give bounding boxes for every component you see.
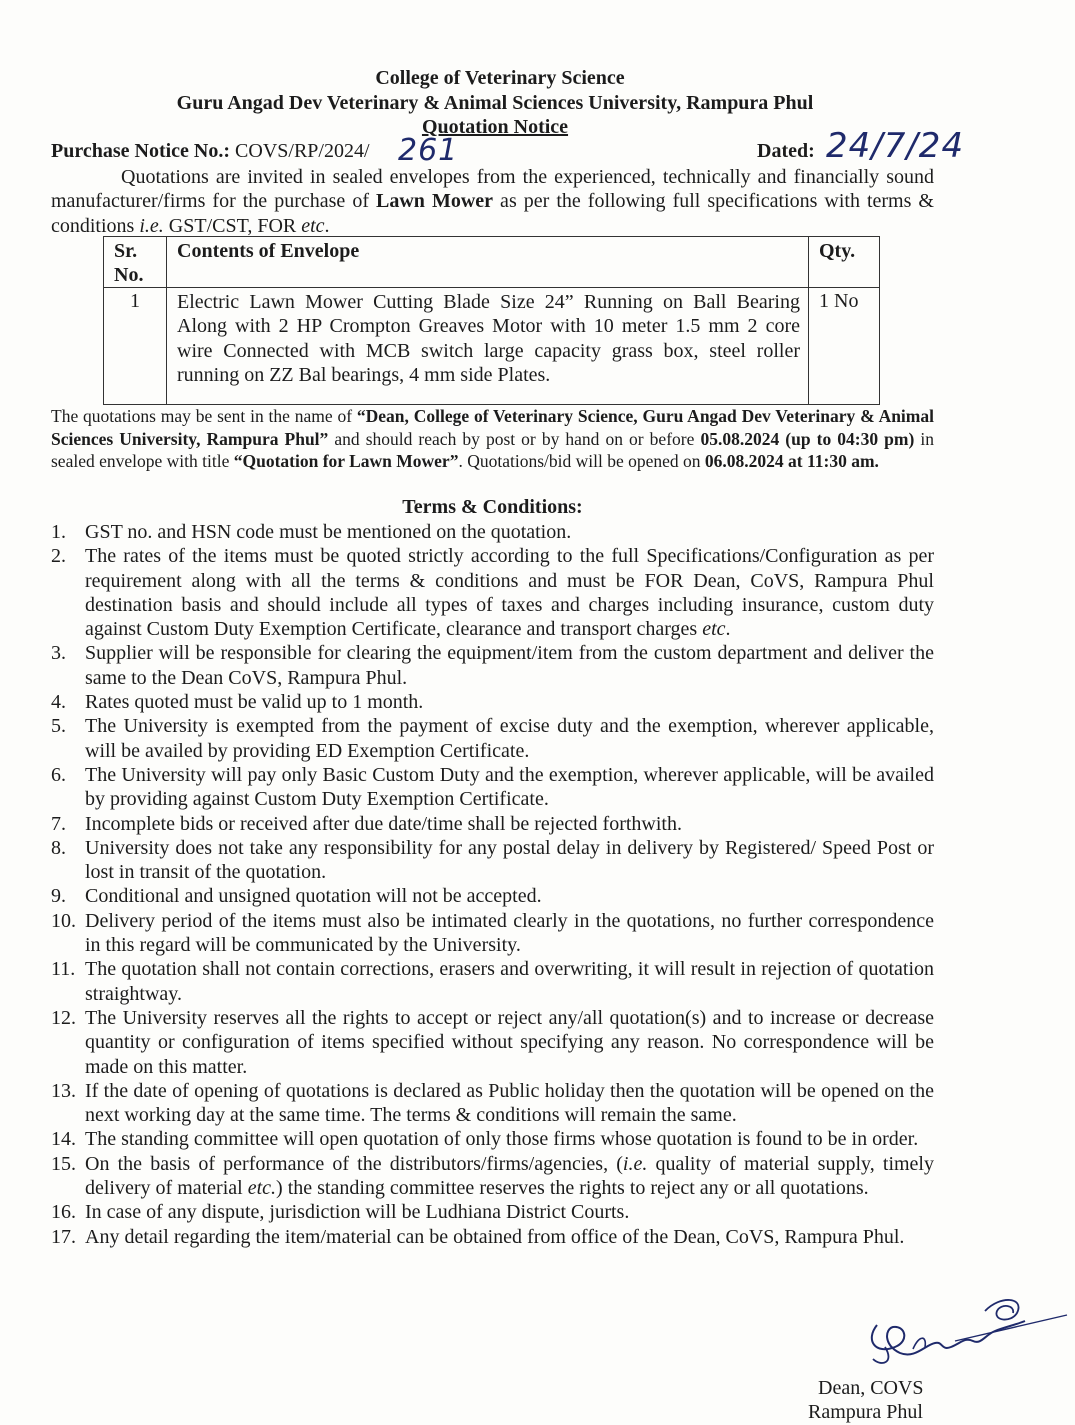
- term-number: 14.: [51, 1128, 76, 1151]
- term-text-body-2: quality of material supply, timely delivery of material: [85, 1152, 934, 1200]
- term-number: 3.: [51, 642, 66, 665]
- term-text: The University is exempted from the payment of excise duty and the exemption, wherever applicable, will be availed by providing ED Exemption Certificate.: [85, 715, 934, 762]
- intro-item-name: Lawn Mower: [376, 190, 494, 213]
- term-number: 2.: [51, 545, 66, 568]
- table-row: [104, 288, 880, 405]
- term-text: The quotation shall not contain corrections, erasers and overwriting, it will result in rejection of quotation straightway.: [85, 958, 934, 1005]
- list-item: [51, 520, 934, 544]
- signatory-title: Dean, COVS: [818, 1377, 924, 1399]
- term-text: University does not take any responsibility for any postal delay in delivery by Registered/ Speed Post or lost in transit of the quotation.: [85, 836, 934, 884]
- submission-text-2: and should reach by post or by hand on or before: [328, 428, 701, 449]
- term-number: 7.: [51, 812, 66, 835]
- term-text: Supplier will be responsible for clearing the equipment/item from the custom department and deliver the same to the Dean CoVS, Rampura Phul.: [85, 642, 934, 689]
- row-contents: Electric Lawn Mower Cutting Blade Size 24” Running on Ball Bearing Along with 2 HP Crompton Greaves Motor with 10 meter 1.5 mm 2 core wire Connected with MCB switch large capacity grass box, steel roller running on ZZ Bal bearings, 4 mm side Plates.: [167, 288, 809, 405]
- signatory-location: Rampura Phul: [808, 1401, 923, 1423]
- term-number: 8.: [51, 836, 66, 859]
- list-item: [51, 884, 934, 908]
- submission-paragraph: [51, 405, 934, 473]
- term-number: 13.: [51, 1079, 76, 1102]
- notice-title: Quotation Notice: [421, 116, 569, 138]
- header-sr-line2: No.: [114, 264, 144, 286]
- list-item: [51, 544, 934, 641]
- intro-paragraph: [51, 165, 934, 238]
- college-name: College of Veterinary Science: [375, 67, 625, 89]
- list-item: [51, 812, 934, 836]
- submission-text-3: in sealed envelope with title: [51, 428, 934, 472]
- term-text: Delivery period of the items must also be intimated clearly in the quotations, no further correspondence in this regard will be communicated by the University.: [85, 909, 934, 957]
- list-item: [51, 1152, 934, 1201]
- terms-list: [51, 520, 934, 1249]
- header-sr-no: [104, 237, 167, 288]
- list-item: [51, 957, 934, 1006]
- term-text: Any detail regarding the item/material can be obtained from office of the Dean, CoVS, Rampura Phul.: [85, 1225, 905, 1248]
- university-name: Guru Angad Dev Veterinary & Animal Sciences University, Rampura Phul: [176, 92, 814, 114]
- term-number: 10.: [51, 909, 76, 932]
- term-text: GST no. and HSN code must be mentioned on the quotation.: [85, 521, 572, 543]
- handwritten-signature: [855, 1285, 1070, 1375]
- list-item: [51, 763, 934, 812]
- term-text: Incomplete bids or received after due date/time shall be rejected forthwith.: [85, 812, 682, 835]
- list-item: [51, 1225, 934, 1249]
- term-text: Conditional and unsigned quotation will not be accepted.: [85, 885, 542, 908]
- term-number: 5.: [51, 715, 66, 738]
- term-number: 9.: [51, 885, 66, 908]
- term-text: Rates quoted must be valid up to 1 month.: [85, 691, 424, 714]
- row-sr: 1: [104, 288, 167, 405]
- term-number: 4.: [51, 691, 66, 714]
- header-contents: Contents of Envelope: [167, 237, 809, 288]
- purchase-notice-label: Purchase Notice No.:: [51, 140, 231, 162]
- header-sr-line1: Sr.: [114, 240, 138, 262]
- list-item: [51, 641, 934, 690]
- terms-heading: Terms & Conditions:: [402, 496, 583, 518]
- intro-etc: etc: [301, 214, 325, 237]
- table-header-row: [104, 237, 880, 288]
- intro-text-1: Quotations are invited in sealed envelopes from the experienced, technically and financially sound manufacturer/firms for the purchase of: [51, 166, 934, 213]
- submission-text-4: . Quotations/bid will be opened on: [458, 451, 705, 472]
- handwritten-notice-number: 261: [398, 133, 459, 168]
- submission-opening: 06.08.2024 at 11:30 am.: [704, 451, 879, 472]
- list-item: [51, 714, 934, 763]
- submission-envelope-title: “Quotation for Lawn Mower”: [233, 451, 459, 472]
- term-text: [85, 1152, 934, 1201]
- list-item: [51, 909, 934, 958]
- intro-text-4: .: [324, 214, 330, 237]
- term-text-body-3: ) the standing committee reserves the rights to reject any or all quotations.: [276, 1177, 869, 1200]
- term-text: If the date of opening of quotations is declared as Public holiday then the quotation will be opened on the next working day at the same time. The terms & conditions will remain the same.: [85, 1079, 934, 1127]
- submission-text-1: The quotations may be sent in the name of: [51, 406, 357, 426]
- specification-table: [103, 236, 880, 405]
- term-text-tail: .: [725, 618, 731, 641]
- term-number: 1.: [51, 521, 66, 543]
- term-text: [85, 544, 934, 641]
- term-text: The University reserves all the rights to accept or reject any/all quotation(s) and to increase or decrease quantity or configuration of items specified without specifying any reason. No correspondence will be made on this matter.: [85, 1006, 934, 1078]
- handwritten-date: 24/7/24: [826, 126, 965, 166]
- term-text-body: The rates of the items must be quoted strictly according to the full Specifications/Configuration as per requirement along with all the terms & conditions and must be FOR Dean, CoVS, Rampura Phul destination basis and should include all types of taxes and charges including insurance, custom duty against Custom Duty Exemption Certificate, clearance and transport charges: [85, 545, 934, 641]
- term-text: The University will pay only Basic Custom Duty and the exemption, wherever applicable, will be availed by providing against Custom Duty Exemption Certificate.: [85, 763, 934, 811]
- term-number: 16.: [51, 1201, 76, 1224]
- term-text-italic: etc: [702, 618, 726, 641]
- term-text-italic-2: etc.: [247, 1177, 277, 1200]
- intro-text-3: GST/CST, FOR: [163, 214, 302, 237]
- list-item: [51, 1127, 934, 1151]
- term-number: 6.: [51, 763, 66, 786]
- submission-deadline: 05.08.2024 (up to 04:30 pm): [700, 428, 915, 449]
- list-item: [51, 690, 934, 714]
- term-text-italic: i.e.: [622, 1152, 648, 1175]
- term-text: The standing committee will open quotation of only those firms whose quotation is found to be in order.: [85, 1128, 919, 1151]
- term-number: 11.: [51, 958, 76, 981]
- list-item: [51, 836, 934, 885]
- term-number: 12.: [51, 1006, 76, 1029]
- term-text: In case of any dispute, jurisdiction will be Ludhiana District Courts.: [85, 1201, 630, 1224]
- list-item: [51, 1079, 934, 1128]
- purchase-notice-prefix: COVS/RP/2024/: [235, 140, 370, 162]
- purchase-notice-number: [51, 140, 370, 163]
- dated-label: Dated:: [757, 140, 815, 162]
- term-text-body: On the basis of performance of the distributors/firms/agencies, (: [85, 1152, 623, 1175]
- row-qty: 1 No: [809, 288, 880, 405]
- term-number: 15.: [51, 1152, 76, 1175]
- intro-ie: i.e.: [139, 214, 164, 237]
- term-number: 17.: [51, 1225, 76, 1248]
- intro-text-2: as per the following full specifications with terms & conditions: [51, 190, 934, 237]
- header-qty: Qty.: [809, 237, 880, 288]
- submission-addressee: “Dean, College of Veterinary Science, Guru Angad Dev Veterinary & Animal Sciences University, Rampura Phul”: [51, 406, 934, 449]
- list-item: [51, 1200, 934, 1224]
- list-item: [51, 1006, 934, 1079]
